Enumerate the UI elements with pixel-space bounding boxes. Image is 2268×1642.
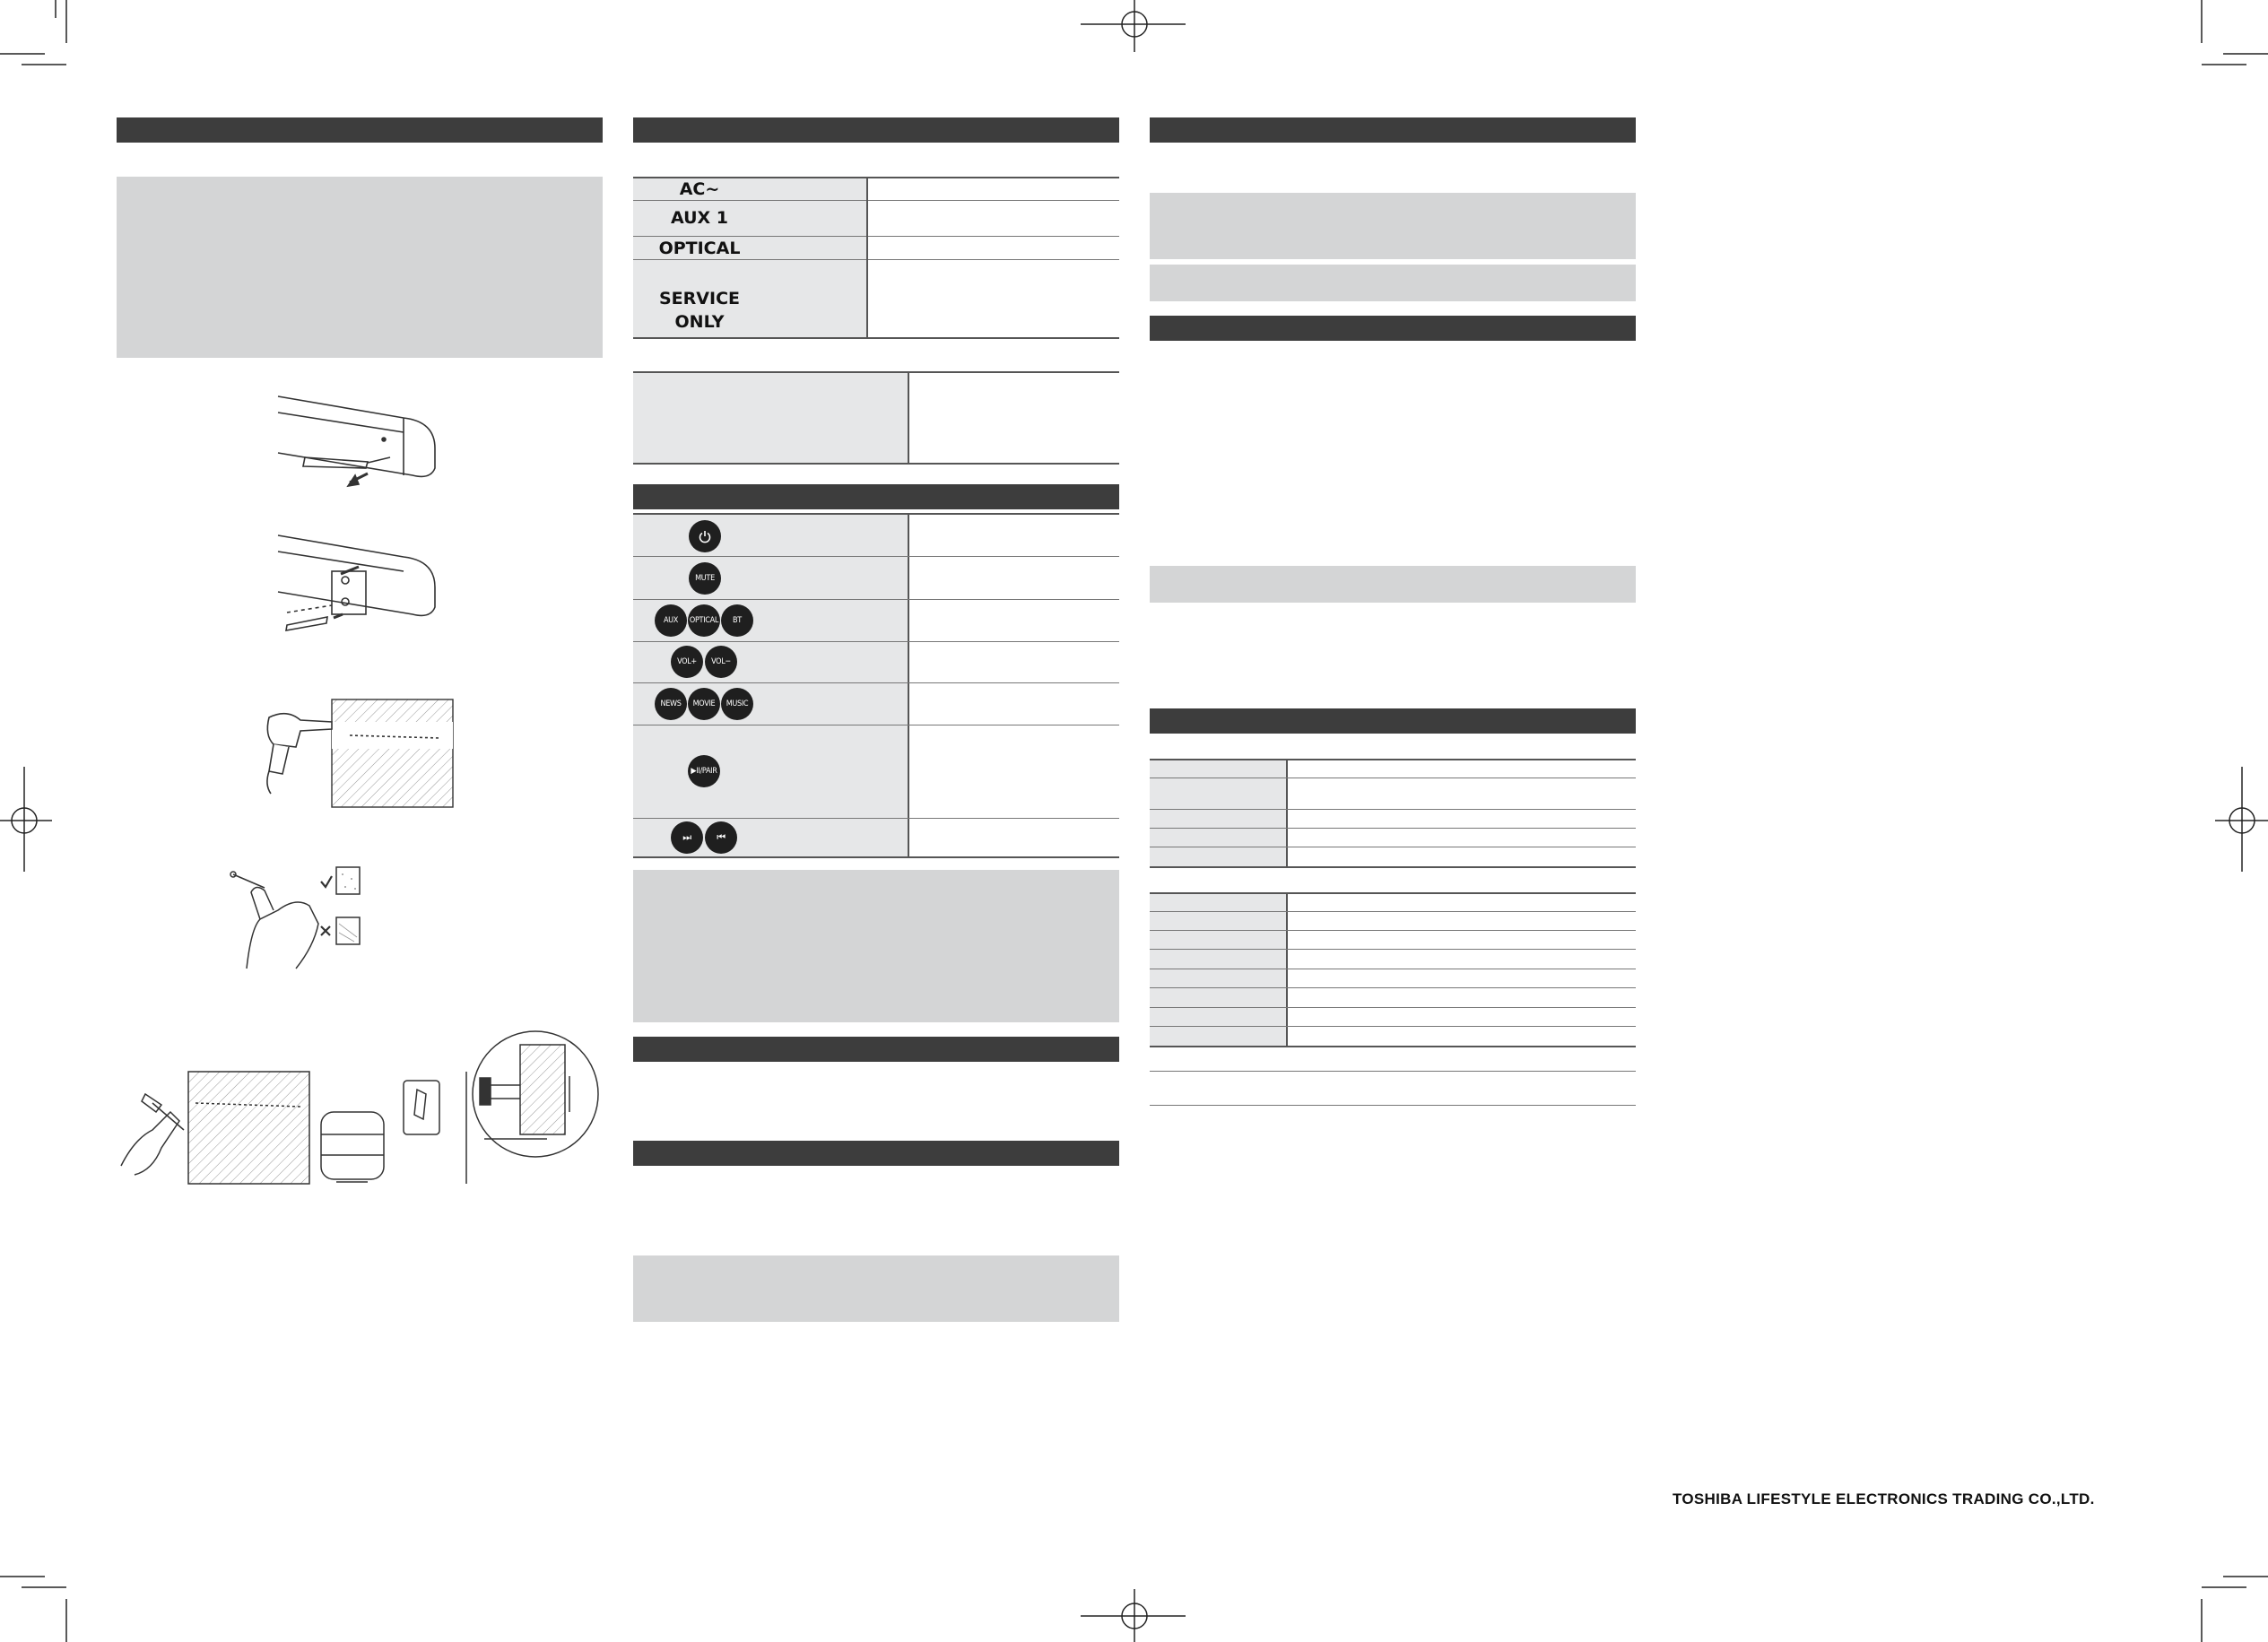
section-bar-col2-c: [633, 1141, 1119, 1166]
illustration-attach-bracket: [269, 525, 448, 641]
illustration-remove-screw: [269, 386, 448, 493]
play-pause-pair-button: ▶II/PAIR: [688, 755, 720, 787]
note-box-col1: [117, 177, 603, 358]
spec-label-cell: [1150, 760, 1286, 866]
section-bar-col1: [117, 117, 603, 143]
note-box-col3-b: [1150, 265, 1636, 301]
aux-button: AUX: [655, 604, 687, 637]
illustration-wall-anchor: [224, 856, 386, 973]
company-name: TOSHIBA LIFESTYLE ELECTRONICS TRADING CO.,LTD.: [1673, 1490, 2095, 1507]
note-box-col2-bottom: [633, 1255, 1119, 1322]
note-box-remote: [633, 870, 1119, 1022]
section-bar-col3-b: [1150, 316, 1636, 341]
news-button: NEWS: [655, 688, 687, 720]
optical-button: OPTICAL: [688, 604, 720, 637]
remote-row: [633, 725, 908, 818]
next-track-button: [671, 821, 703, 854]
remote-row: [633, 515, 908, 556]
connector-label-aux1: AUX 1: [670, 208, 729, 228]
remote-row: [633, 557, 908, 599]
connector-label-service-only: SERVICE ONLY: [659, 289, 740, 332]
connector-label-ac: AC~: [679, 179, 720, 199]
vol-down-button: VOL−: [705, 646, 737, 678]
info-cell: [633, 373, 908, 463]
section-bar-col3-a: [1150, 117, 1636, 143]
movie-button: MOVIE: [688, 688, 720, 720]
mute-button: MUTE: [689, 562, 721, 595]
connector-label-optical: OPTICAL: [658, 239, 741, 258]
spec-label-cell: [1150, 894, 1286, 1046]
bt-button: BT: [721, 604, 753, 637]
power-button: [689, 520, 721, 552]
note-box-col3-c: [1150, 566, 1636, 603]
vol-up-button: VOL+: [671, 646, 703, 678]
music-button: MUSIC: [721, 688, 753, 720]
section-bar-specifications: [1150, 708, 1636, 734]
illustration-mount-soundbar: [117, 1022, 601, 1211]
section-bar-connectors: [633, 117, 1119, 143]
section-bar-remote: [633, 484, 1119, 509]
previous-track-button: [705, 821, 737, 854]
previous-track-icon: ⏮: [717, 831, 726, 843]
power-icon: [699, 530, 711, 543]
section-bar-col2-b: [633, 1037, 1119, 1062]
next-track-icon: ⏭: [682, 831, 691, 843]
illustration-drill-wall: [260, 695, 466, 812]
note-box-col3-a: [1150, 193, 1636, 259]
